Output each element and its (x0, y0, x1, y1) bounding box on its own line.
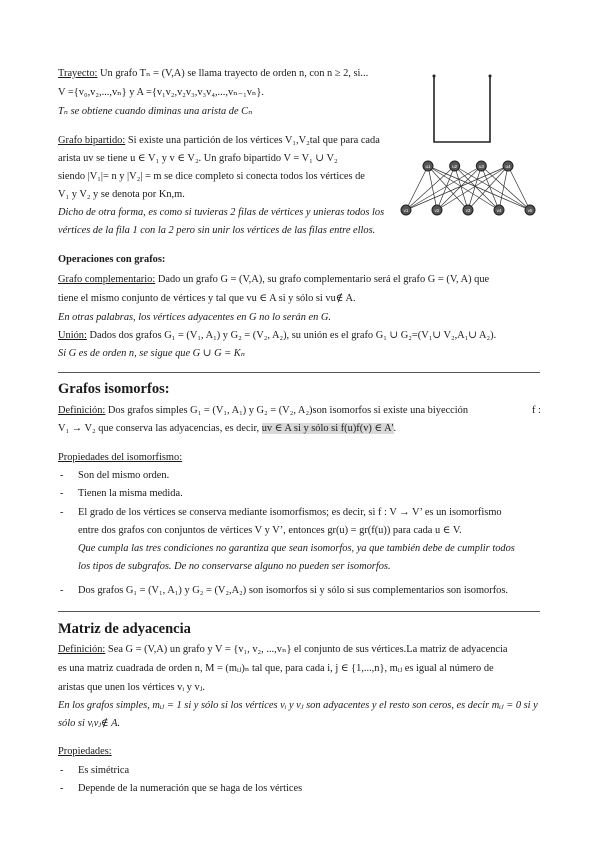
isomorfos-def-line-1 (58, 404, 468, 418)
list-dash: - (60, 488, 64, 499)
bipartite-vertex-label: u3 (478, 163, 484, 169)
matriz-line-5: sólo si vᵢvⱼ∉ A. (58, 718, 121, 729)
bipartido-line-5: Dicho de otra forma, es como si tuvieras 2 filas de vértices y unieras todos los (58, 207, 385, 218)
bipartite-edge (437, 166, 455, 210)
list-item: Son del mismo orden. (78, 470, 170, 481)
bipartite-vertex-label: v5 (527, 207, 533, 213)
complementario-line-2: tiene el mismo conjunto de vértices y tal que vu ∈ A si y sólo si vu∉ A. (58, 293, 356, 304)
list-dash: - (60, 470, 64, 481)
bipartido-title: Grafo bipartido: (58, 135, 126, 146)
bipartido-line-3: siendo |V₁|= n y |V₂| = m se dice completo si conecta todos los vértices de (58, 171, 365, 182)
list-item-note: los tipos de subgrafos. De no conservarse alguno no pueden ser isomorfos. (78, 561, 391, 572)
bipartido-line-6: vértices de la fila 1 con la 2 pero sin unir los vértices de las filas entre ellos. (58, 225, 376, 236)
bipartite-vertex-label: u1 (425, 163, 431, 169)
isomorfos-def-title: Definición: (58, 405, 106, 416)
union-line-2: Si G es de orden n, se sigue que G ∪ G = Kₙ (58, 348, 245, 359)
list-item: Depende de la numeración que se haga de los vértices (78, 783, 303, 794)
bipartite-vertex-label: u2 (452, 163, 458, 169)
matriz-text-1: Sea G = (V,A) un grafo y V = {v₁, v₂, ...,vₙ} el conjunto de sus vértices.La matriz de adyacencia (105, 644, 508, 655)
trayecto-title: Trayecto: (58, 68, 98, 79)
isomorfos-def-text-2c: . (393, 423, 397, 434)
isomorfismo-props-title: Propiedades del isomorfismo: (58, 452, 183, 463)
trayecto-line-1 (58, 67, 368, 81)
matriz-line-1 (58, 643, 508, 657)
bipartite-vertex-label: v1 (403, 207, 409, 213)
matriz-line-2: es una matriz cuadrada de orden n, M = (mᵢⱼ)ₙ tal que, para cada i, j ∈ {1,...,n}, mᵢⱼ es igual al número de (58, 663, 494, 674)
union-line-1 (58, 329, 496, 343)
bipartite-edge (428, 166, 437, 210)
isomorfos-def-text-1: Dos grafos simples G₁ = (V₁, A₁) y G₂ = (V₂, A₂)son isomorfos si existe una biyección (105, 405, 469, 416)
bipartido-line-2: arista uv se tiene u ∈ V₁ y v ∈ V₂. Un grafo bipartido V = V₁ ∪ V₂ (58, 153, 338, 164)
list-item: El grado de los vértices se conserva mediante isomorfismos; es decir, si f : V → V’ es un isomorfismo (78, 507, 502, 518)
trayecto-text-1: Un grafo Tₙ = (V,A) se llama trayecto de orden n, con n ≥ 2, si... (97, 68, 369, 79)
trayecto-line-2: V ={v₀,v₂,...,vₙ} y A ={v₁v₂,v₂v₃,v₃v₄,...,vₙ₋₁vₙ}. (58, 87, 265, 98)
list-item-continuation: entre dos grafos con conjuntos de vértices V y V’, entonces gr(u) = gr(f(u)) para cada u ∈ V. (78, 525, 462, 536)
operaciones-title: Operaciones con grafos: (58, 254, 166, 265)
list-item: Tienen la misma medida. (78, 488, 183, 499)
section-divider (58, 372, 540, 373)
path-graph-edges (434, 76, 490, 142)
bipartite-vertex-label: v4 (496, 207, 502, 213)
union-title: Unión: (58, 330, 87, 341)
bipartite-graph-figure (398, 158, 538, 218)
list-dash: - (60, 507, 64, 518)
bipartite-edge (499, 166, 508, 210)
path-graph-figure (430, 72, 494, 146)
trayecto-line-3: Tₙ se obtiene cuando diminas una arista de Cₙ (58, 106, 253, 117)
bipartite-vertex-label: u4 (505, 163, 511, 169)
complementario-title: Grafo complementario: (58, 274, 156, 285)
isomorfos-def-f: f : (532, 405, 541, 416)
isomorfos-heading: Grafos isomorfos: (58, 381, 170, 397)
isomorfos-def-text-2a: V₁ → V₂ que conserva las adyacencias, es decir, (58, 423, 262, 434)
path-graph-vertex (489, 75, 492, 78)
bipartite-vertex-label: v3 (465, 207, 471, 213)
bipartido-text-1: Si existe una partición de los vértices V₁,V₂tal que para cada (125, 135, 380, 146)
list-item: Dos grafos G₁ = (V₁, A₁) y G₂ = (V₂,A₂) son isomorfos si y sólo si sus complementarios son isomorfos. (78, 585, 509, 596)
isomorfos-def-line-2 (58, 422, 396, 436)
union-text-1: Dados dos grafos G₁ = (V₁, A₁) y G₂ = (V₂, A₂), su unión es el grafo G₁ ∪ G₂=(V₁∪ V₂,A₁∪ A₂). (86, 330, 497, 341)
list-item-note: Que cumpla las tres condiciones no garantiza que sean isomorfos, ya que también debe de cumplir todos (78, 543, 515, 554)
matriz-def-title: Definición: (58, 644, 106, 655)
complementario-line-1 (58, 273, 489, 287)
complementario-text-1: Dado un grafo G = (V,A), su grafo complementario será el grafo G = (V, A) que (155, 274, 490, 285)
list-dash: - (60, 765, 64, 776)
isomorfos-def-highlight: uv ∈ A si y sólo si f(u)f(v) ∈ A' (261, 423, 394, 434)
bipartido-line-4: V₁ y V₂ y se denota por Kn,m. (58, 189, 185, 200)
section-divider (58, 611, 540, 612)
list-dash: - (60, 783, 64, 794)
bipartite-vertex-label: v2 (434, 207, 440, 213)
list-dash: - (60, 585, 64, 596)
matriz-props-title: Propiedades: (58, 746, 112, 757)
matriz-heading: Matriz de adyacencia (58, 621, 191, 637)
path-graph-vertex (433, 75, 436, 78)
bipartido-line-1 (58, 134, 380, 148)
matriz-line-3: aristas que unen los vértices vᵢ y vⱼ. (58, 682, 205, 693)
matriz-line-4: En los grafos simples, mᵢⱼ = 1 si y sólo si los vértices vᵢ y vⱼ son adyacentes y el resto son ceros, es decir mᵢⱼ = 0 si y (58, 700, 538, 711)
complementario-line-3: En otras palabras, los vértices adyacentes en G no lo serán en G. (58, 312, 332, 323)
list-item: Es simétrica (78, 765, 130, 776)
